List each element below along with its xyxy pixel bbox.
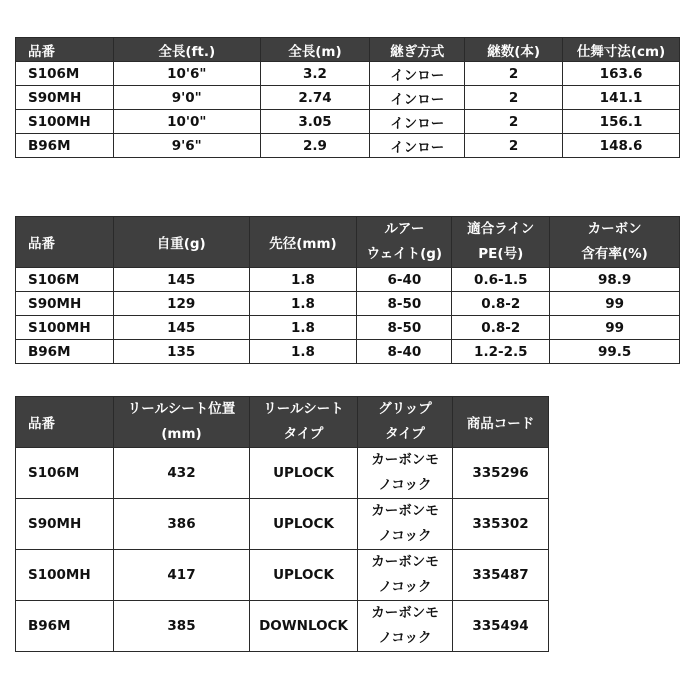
cell-lure-weight: 6-40 [357, 268, 452, 292]
cell-reel-seat-type: UPLOCK [250, 499, 358, 550]
cell-closed-length: 148.6 [563, 134, 680, 158]
cell-tip-diameter: 1.8 [249, 292, 357, 316]
cell-product-number: S90MH [16, 86, 114, 110]
cell-reel-seat-position: 385 [114, 601, 250, 652]
cell-length-m: 3.05 [260, 110, 370, 134]
header-length-m: 全長(m) [260, 38, 370, 62]
header-tip-diameter: 先径(mm) [249, 217, 357, 268]
cell-product-code: 335302 [453, 499, 549, 550]
header-lure-weight: ルアー ウェイト(g) [357, 217, 452, 268]
table-row [16, 134, 680, 158]
cell-sections: 2 [465, 134, 563, 158]
cell-reel-seat-type: UPLOCK [250, 448, 358, 499]
table-row [16, 292, 680, 316]
header-weight: 自重(g) [113, 217, 249, 268]
cell-closed-length: 156.1 [563, 110, 680, 134]
cell-length-ft: 10'0" [113, 110, 260, 134]
header-closed-length: 仕舞寸法(cm) [563, 38, 680, 62]
header-carbon-content: カーボン 含有率(%) [550, 217, 680, 268]
header-product-code: 商品コード [453, 397, 549, 448]
table-header-row [16, 397, 549, 448]
cell-carbon-content: 99 [550, 292, 680, 316]
header-reel-seat-position: リールシート位置 (mm) [114, 397, 250, 448]
cell-grip-type: カーボンモ ノコック [358, 448, 453, 499]
header-product-number: 品番 [16, 217, 114, 268]
header-joint-type: 継ぎ方式 [370, 38, 465, 62]
cell-product-code: 335494 [453, 601, 549, 652]
cell-line-pe: 0.8-2 [452, 316, 550, 340]
header-grip-type: グリップ タイプ [358, 397, 453, 448]
cell-length-m: 2.9 [260, 134, 370, 158]
cell-sections: 2 [465, 110, 563, 134]
cell-line-pe: 0.6-1.5 [452, 268, 550, 292]
cell-product-number: S106M [16, 268, 114, 292]
cell-length-m: 3.2 [260, 62, 370, 86]
cell-grip-type: カーボンモ ノコック [358, 601, 453, 652]
cell-product-number: S100MH [16, 316, 114, 340]
header-product-number: 品番 [16, 38, 114, 62]
cell-tip-diameter: 1.8 [249, 268, 357, 292]
cell-weight: 135 [113, 340, 249, 364]
cell-product-number: B96M [16, 601, 114, 652]
cell-sections: 2 [465, 62, 563, 86]
cell-product-number: S106M [16, 62, 114, 86]
cell-product-code: 335487 [453, 550, 549, 601]
table-row [16, 550, 549, 601]
spec-table-length [15, 37, 680, 158]
header-reel-seat-type: リールシート タイプ [250, 397, 358, 448]
header-sections: 継数(本) [465, 38, 563, 62]
cell-reel-seat-position: 432 [114, 448, 250, 499]
cell-product-number: S100MH [16, 110, 114, 134]
cell-reel-seat-type: UPLOCK [250, 550, 358, 601]
cell-closed-length: 141.1 [563, 86, 680, 110]
cell-product-number: S90MH [16, 292, 114, 316]
cell-length-ft: 9'0" [113, 86, 260, 110]
table-row [16, 499, 549, 550]
cell-sections: 2 [465, 86, 563, 110]
header-product-number: 品番 [16, 397, 114, 448]
cell-line-pe: 0.8-2 [452, 292, 550, 316]
spec-table-weight [15, 216, 680, 364]
cell-length-m: 2.74 [260, 86, 370, 110]
cell-lure-weight: 8-50 [357, 316, 452, 340]
cell-product-number: S90MH [16, 499, 114, 550]
cell-joint-type: インロー [370, 86, 465, 110]
cell-carbon-content: 99.5 [550, 340, 680, 364]
cell-carbon-content: 99 [550, 316, 680, 340]
cell-length-ft: 9'6" [113, 134, 260, 158]
cell-joint-type: インロー [370, 62, 465, 86]
spec-table-reelseat [15, 396, 549, 652]
cell-lure-weight: 8-50 [357, 292, 452, 316]
table-row [16, 86, 680, 110]
cell-grip-type: カーボンモ ノコック [358, 499, 453, 550]
cell-weight: 145 [113, 316, 249, 340]
cell-product-number: S106M [16, 448, 114, 499]
header-length-ft: 全長(ft.) [113, 38, 260, 62]
table-row [16, 448, 549, 499]
table-row [16, 340, 680, 364]
table-header-row [16, 217, 680, 268]
cell-reel-seat-position: 417 [114, 550, 250, 601]
cell-reel-seat-position: 386 [114, 499, 250, 550]
table-row [16, 62, 680, 86]
table-header-row [16, 38, 680, 62]
table-row [16, 316, 680, 340]
header-line-pe: 適合ライン PE(号) [452, 217, 550, 268]
cell-joint-type: インロー [370, 110, 465, 134]
cell-product-number: S100MH [16, 550, 114, 601]
cell-joint-type: インロー [370, 134, 465, 158]
cell-line-pe: 1.2-2.5 [452, 340, 550, 364]
cell-lure-weight: 8-40 [357, 340, 452, 364]
cell-weight: 129 [113, 292, 249, 316]
table-row [16, 601, 549, 652]
cell-product-code: 335296 [453, 448, 549, 499]
cell-product-number: B96M [16, 340, 114, 364]
cell-tip-diameter: 1.8 [249, 340, 357, 364]
cell-closed-length: 163.6 [563, 62, 680, 86]
cell-length-ft: 10'6" [113, 62, 260, 86]
cell-product-number: B96M [16, 134, 114, 158]
cell-weight: 145 [113, 268, 249, 292]
cell-reel-seat-type: DOWNLOCK [250, 601, 358, 652]
cell-carbon-content: 98.9 [550, 268, 680, 292]
cell-tip-diameter: 1.8 [249, 316, 357, 340]
cell-grip-type: カーボンモ ノコック [358, 550, 453, 601]
table-row [16, 110, 680, 134]
table-row [16, 268, 680, 292]
